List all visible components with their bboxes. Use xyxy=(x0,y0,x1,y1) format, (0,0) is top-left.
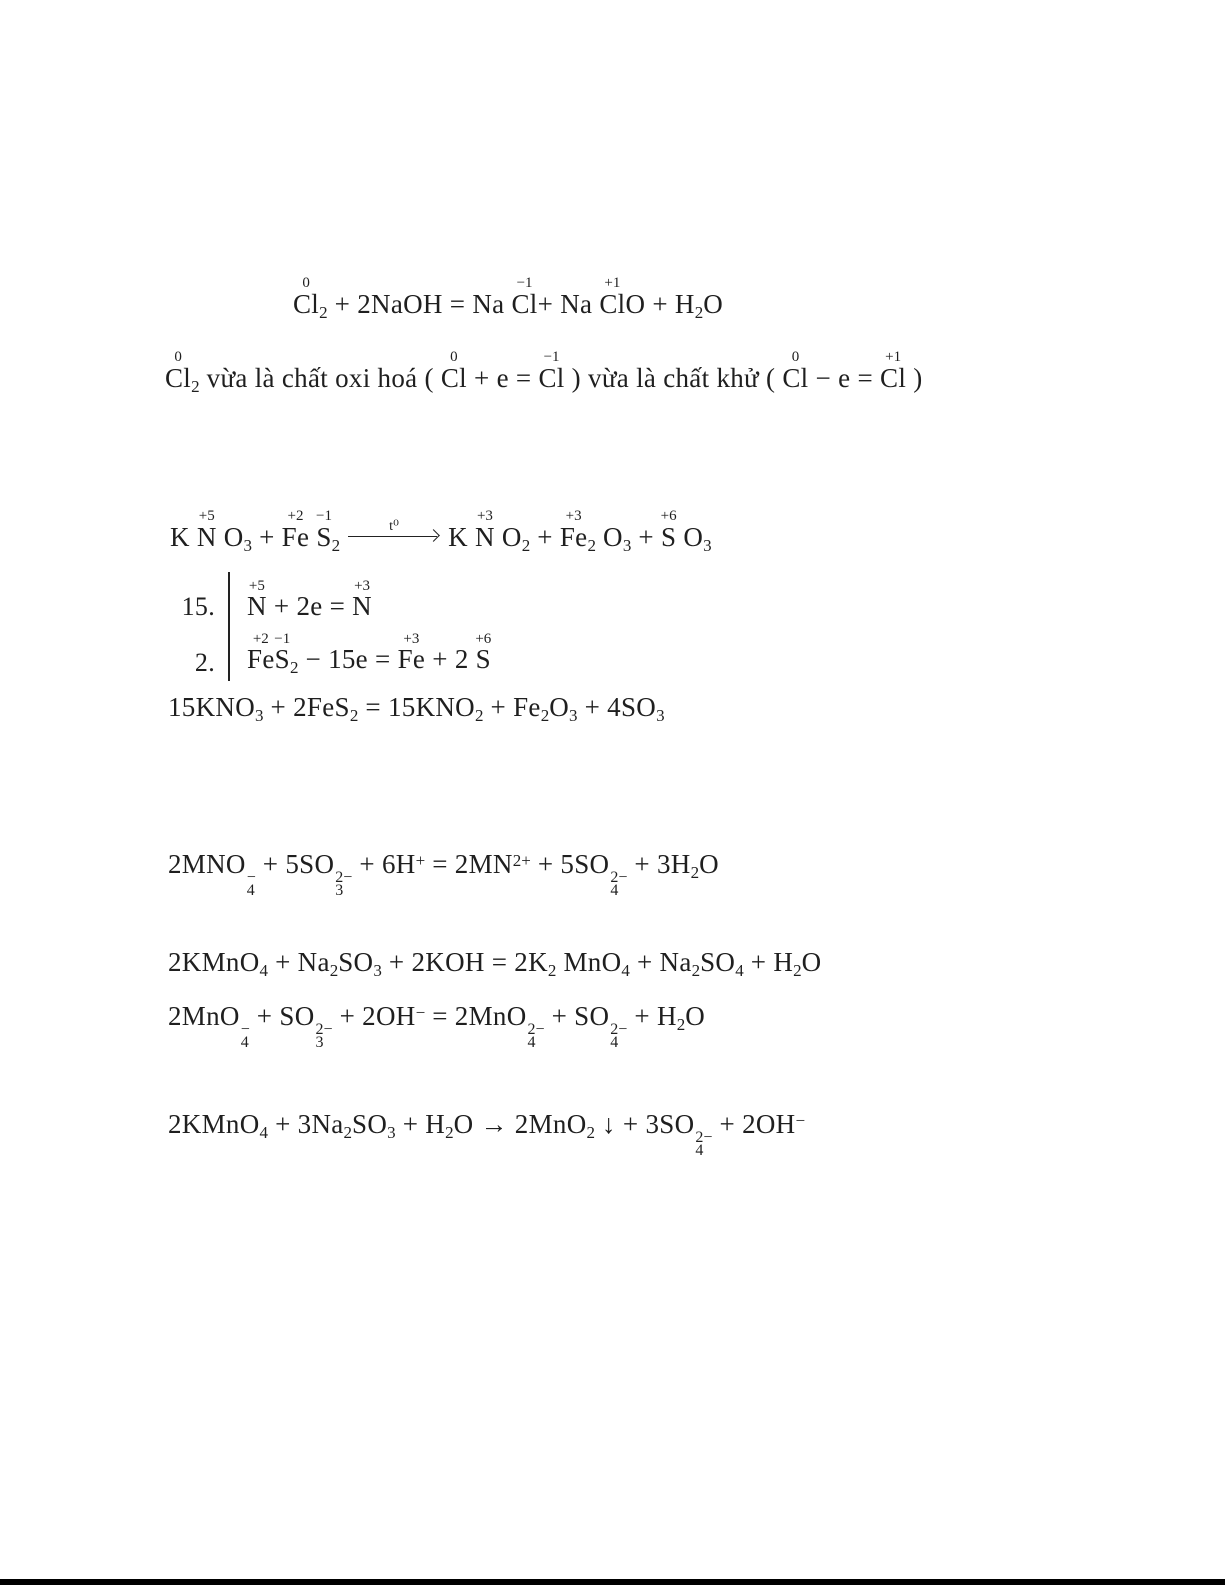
subscript: 3 xyxy=(703,536,712,555)
subscript: 4 xyxy=(621,961,630,980)
element-symbol: S xyxy=(475,644,491,674)
formula-text: ↓ + 3SO xyxy=(595,1109,695,1139)
charge-over-subscript xyxy=(695,1129,713,1160)
page-bottom-border xyxy=(0,1579,1225,1585)
oxidation-number: 0 xyxy=(791,349,800,365)
formula-text: − e = xyxy=(808,363,881,393)
formula-text: + 5SO xyxy=(530,849,610,879)
ion-charge: − xyxy=(246,869,256,886)
formula-text: + 3Na xyxy=(268,1109,344,1139)
element-symbol: Cl xyxy=(599,289,626,319)
superscript: − xyxy=(415,1003,426,1022)
oxidation-number: +1 xyxy=(604,275,621,291)
charge-over-subscript xyxy=(527,1021,545,1052)
subscript: 4 xyxy=(240,1034,249,1052)
oxidation-number: +2 xyxy=(252,631,269,647)
subscript: 2 xyxy=(319,303,328,322)
formula-text: vừa là chất oxi hoá ( xyxy=(199,363,441,393)
subscript: 4 xyxy=(259,1123,269,1142)
oxidation-number: +3 xyxy=(354,578,371,594)
charge-over-subscript xyxy=(610,1021,628,1052)
element-with-oxidation-number xyxy=(281,508,310,553)
element-symbol: Cl xyxy=(293,289,320,319)
oxidation-number: +1 xyxy=(885,349,902,365)
superscript: − xyxy=(795,1111,806,1130)
element-symbol: Fe xyxy=(397,644,426,674)
element-symbol: Fe xyxy=(281,522,310,552)
formula-text: + Na xyxy=(268,947,330,977)
formula-text: + Na xyxy=(537,289,600,319)
element-symbol: Cl xyxy=(165,363,192,393)
formula-text: + 2e = xyxy=(266,591,353,621)
charge-over-subscript xyxy=(335,869,353,900)
oxidation-number: 0 xyxy=(450,349,458,365)
subscript: 2 xyxy=(676,1015,686,1034)
formula-text: + SO xyxy=(544,1001,610,1031)
subscript: 4 xyxy=(527,1034,536,1052)
ion-charge: 2− xyxy=(335,869,353,886)
subscript: 2 xyxy=(547,961,557,980)
subscript: 2 xyxy=(521,536,531,555)
ion-charge: 2− xyxy=(315,1021,333,1038)
formula-text: O xyxy=(595,522,623,552)
element-with-oxidation-number xyxy=(475,631,492,675)
subscript: 2 xyxy=(474,706,484,725)
formula-text: 15KNO xyxy=(168,692,255,722)
equation-cl2-naoh xyxy=(293,275,724,323)
element-symbol: S xyxy=(316,522,332,552)
equation-kmno4-na2so3-koh xyxy=(168,946,821,981)
subscript: 2 xyxy=(540,706,550,725)
equation-kmno4-na2so3-h2o xyxy=(168,1108,806,1160)
subscript: 3 xyxy=(569,706,578,725)
formula-text: + 4SO xyxy=(577,692,657,722)
formula-text: + SO xyxy=(249,1001,315,1031)
element-symbol: N xyxy=(247,591,267,621)
formula-text: − 15e = xyxy=(298,644,398,674)
formula-text xyxy=(309,522,316,552)
element-with-oxidation-number xyxy=(165,349,192,394)
charge-over-subscript xyxy=(610,869,628,900)
equation-mno4-so3-ionic xyxy=(168,848,719,900)
formula-text: O xyxy=(549,692,570,722)
element-with-oxidation-number xyxy=(660,508,677,553)
oxidation-number: +6 xyxy=(475,631,492,647)
element-with-oxidation-number xyxy=(440,349,467,394)
formula-text: + H xyxy=(743,947,794,977)
formula-text: ) xyxy=(906,363,923,393)
formula-text: + xyxy=(631,522,661,552)
oxidation-number: +6 xyxy=(660,508,677,524)
subscript: 3 xyxy=(387,1123,396,1142)
formula-text: O xyxy=(703,289,724,319)
oxidation-number: −1 xyxy=(516,275,533,291)
half-reaction-equation-nitrogen xyxy=(228,572,376,625)
formula-text: O xyxy=(494,522,522,552)
oxidation-number: +3 xyxy=(476,508,493,524)
oxidation-number: −1 xyxy=(543,349,560,365)
element-with-oxidation-number xyxy=(352,578,372,622)
subscript: 2 xyxy=(289,658,299,677)
subscript: 3 xyxy=(255,706,264,725)
element-with-oxidation-number xyxy=(782,349,809,394)
element-symbol: N xyxy=(196,522,217,552)
formula-text: + e = xyxy=(466,363,539,393)
element-symbol: N xyxy=(475,522,495,552)
subscript: 2 xyxy=(694,303,704,322)
charge-over-subscript xyxy=(246,869,256,900)
subscript: 2 xyxy=(329,961,339,980)
formula-text: + 5SO xyxy=(255,849,335,879)
formula-text: ) vừa là chất khử ( xyxy=(564,363,783,393)
element-with-oxidation-number xyxy=(274,631,291,675)
reaction-condition-label: t⁰ xyxy=(389,519,400,534)
superscript: 2+ xyxy=(512,851,531,870)
formula-text: SO xyxy=(700,947,736,977)
subscript: 2 xyxy=(690,863,700,882)
formula-text: + xyxy=(252,522,282,552)
formula-text: + 2OH xyxy=(712,1109,796,1139)
element-symbol: Cl xyxy=(880,363,907,393)
formula-text: + 2KOH = 2K xyxy=(381,947,548,977)
element-with-oxidation-number xyxy=(538,349,565,394)
subscript: 3 xyxy=(656,706,665,725)
half-reaction-coefficient: 2. xyxy=(194,648,215,677)
charge-over-subscript xyxy=(315,1021,333,1052)
formula-text: O xyxy=(699,849,719,879)
formula-text: O → 2MnO xyxy=(453,1109,587,1139)
element-with-oxidation-number xyxy=(196,508,217,553)
half-reaction-coefficient: 15. xyxy=(181,592,215,621)
subscript: 2 xyxy=(331,536,341,555)
equation-balanced-kno3-fes2 xyxy=(168,691,665,726)
element-with-oxidation-number xyxy=(316,508,332,553)
formula-text: K xyxy=(170,522,197,552)
element-symbol: Fe xyxy=(247,644,275,674)
element-with-oxidation-number xyxy=(880,349,907,394)
statement-cl2-oxidizer-reducer xyxy=(165,349,923,397)
formula-text: + 6H xyxy=(352,849,416,879)
subscript: 3 xyxy=(315,1034,324,1052)
subscript: 4 xyxy=(259,961,269,980)
element-with-oxidation-number xyxy=(559,508,588,553)
formula-text: K xyxy=(448,522,476,552)
subscript: 2 xyxy=(691,961,701,980)
formula-text: + 2 xyxy=(425,644,476,674)
formula-text: 2KMnO xyxy=(168,947,260,977)
formula-text: O + H xyxy=(625,289,695,319)
subscript: 4 xyxy=(735,961,744,980)
oxidation-number: +5 xyxy=(198,508,215,524)
superscript: + xyxy=(415,851,426,870)
half-reaction-equation-fes2 xyxy=(228,625,495,681)
formula-text: O xyxy=(685,1001,706,1031)
formula-text: 2MnO xyxy=(168,1001,240,1031)
formula-text: + Na xyxy=(629,947,692,977)
subscript: 4 xyxy=(610,1034,619,1052)
ion-charge: 2− xyxy=(610,869,628,886)
element-symbol: S xyxy=(274,644,290,674)
oxidation-number: −1 xyxy=(316,508,332,524)
element-symbol: Cl xyxy=(511,289,538,319)
subscript: 2 xyxy=(445,1123,454,1142)
equation-mno4-so3-oh-ionic xyxy=(168,1000,706,1052)
subscript: 3 xyxy=(373,961,382,980)
formula-text: O xyxy=(676,522,704,552)
oxidation-number: +5 xyxy=(248,578,265,594)
element-with-oxidation-number xyxy=(475,508,495,553)
formula-text: + H xyxy=(395,1109,446,1139)
subscript: 4 xyxy=(695,1142,704,1160)
ion-charge: 2− xyxy=(527,1021,545,1038)
oxidation-number: 0 xyxy=(174,349,182,365)
subscript: 2 xyxy=(793,961,802,980)
equation-kno3-fes2 xyxy=(170,508,712,556)
element-symbol: Cl xyxy=(782,363,809,393)
half-reactions-block xyxy=(171,572,495,681)
element-symbol: Cl xyxy=(538,363,565,393)
element-with-oxidation-number xyxy=(293,275,320,320)
element-with-oxidation-number xyxy=(599,275,626,320)
oxidation-number: 0 xyxy=(302,275,310,291)
subscript: 2 xyxy=(349,706,359,725)
formula-text: O xyxy=(216,522,244,552)
charge-over-subscript xyxy=(240,1021,250,1052)
element-symbol: Fe xyxy=(559,522,588,552)
subscript: 3 xyxy=(622,536,632,555)
subscript: 2 xyxy=(586,1123,595,1142)
element-with-oxidation-number xyxy=(397,631,426,675)
formula-text: + 2OH xyxy=(332,1001,416,1031)
reaction-arrow-icon xyxy=(348,519,440,544)
oxidation-number: +2 xyxy=(287,508,304,524)
oxidation-number: +3 xyxy=(403,631,420,647)
element-symbol: N xyxy=(352,591,372,621)
ion-charge: 2− xyxy=(695,1129,713,1146)
formula-text: 2MNO xyxy=(168,849,246,879)
ion-charge: − xyxy=(240,1021,250,1038)
subscript: 3 xyxy=(243,536,253,555)
formula-text: + 3H xyxy=(627,849,691,879)
subscript: 4 xyxy=(610,882,619,900)
formula-text: MnO xyxy=(556,947,622,977)
formula-text: = 2MnO xyxy=(425,1001,527,1031)
half-reaction-row-nitrogen xyxy=(171,572,495,625)
subscript: 4 xyxy=(246,882,255,900)
formula-text: + Fe xyxy=(483,692,541,722)
element-with-oxidation-number xyxy=(511,275,538,320)
subscript: 2 xyxy=(191,377,200,396)
element-with-oxidation-number xyxy=(247,578,267,622)
formula-text: + 2NaOH = Na xyxy=(327,289,512,319)
formula-text: + 2FeS xyxy=(263,692,350,722)
formula-text: + H xyxy=(627,1001,677,1031)
formula-text: = 2MN xyxy=(425,849,513,879)
formula-text: = 15KNO xyxy=(358,692,475,722)
element-with-oxidation-number xyxy=(247,631,275,675)
subscript: 3 xyxy=(335,882,344,900)
subscript: 2 xyxy=(587,536,596,555)
oxidation-number: +3 xyxy=(565,508,582,524)
formula-text: SO xyxy=(352,1109,388,1139)
oxidation-number: −1 xyxy=(274,631,291,647)
formula-text: O xyxy=(801,947,822,977)
half-reaction-row-fes2 xyxy=(171,625,495,681)
subscript: 2 xyxy=(343,1123,353,1142)
element-symbol: Cl xyxy=(440,363,467,393)
formula-text: + xyxy=(530,522,560,552)
element-symbol: S xyxy=(660,522,677,552)
formula-text: 2KMnO xyxy=(168,1109,260,1139)
ion-charge: 2− xyxy=(610,1021,628,1038)
formula-text: SO xyxy=(338,947,374,977)
